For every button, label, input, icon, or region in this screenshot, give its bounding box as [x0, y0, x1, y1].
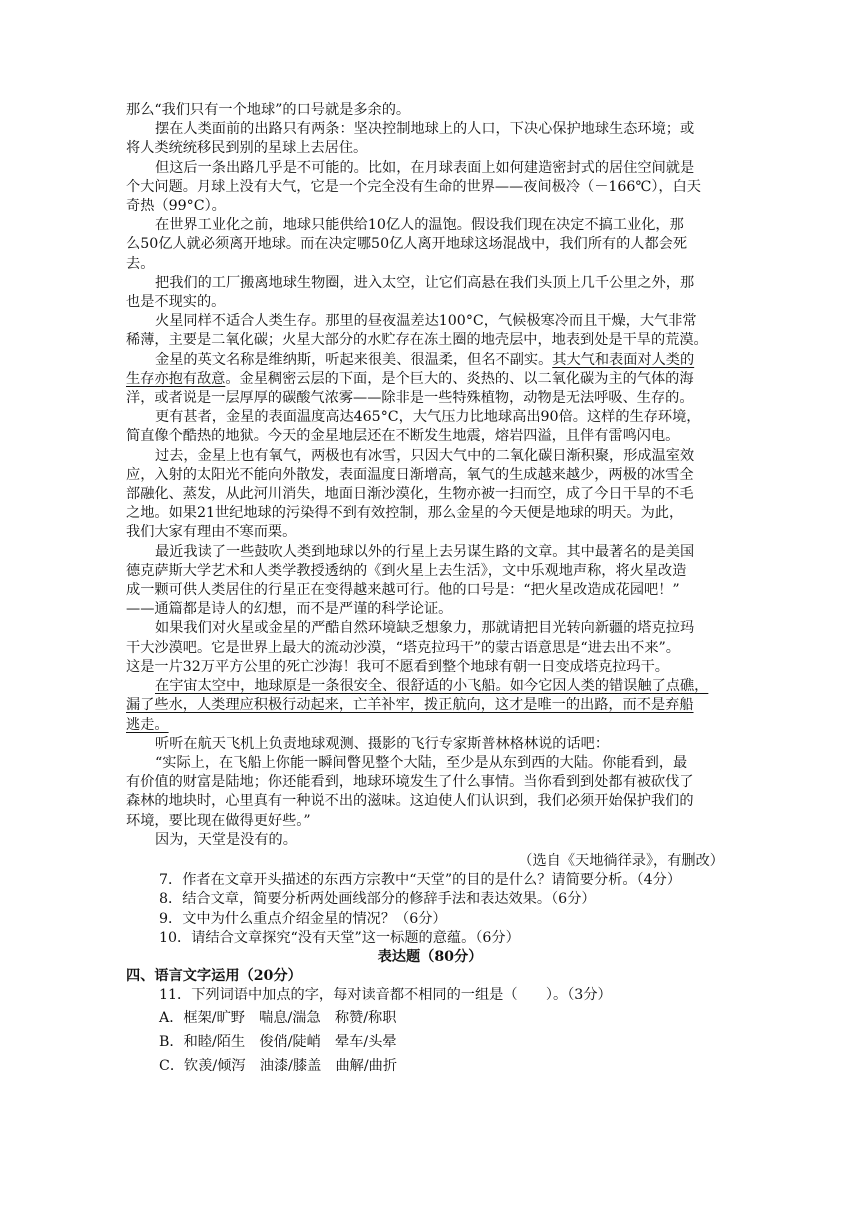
paragraph-line: 火星同样不适合人类生存。那里的昼夜温差达100°C，气候极寒冷而且干燥，大气非常 [155, 313, 697, 330]
paragraph-line: 奇热（99°C）。 [126, 198, 226, 215]
text-span: 。金星稠密云层的下面，是个巨大的、炎热的、以二氧化碳为主的气体的海 [225, 370, 694, 387]
paragraph-line: 洋，或者说是一层厚厚的碳酸气浓雾——除非是一些特殊植物，动物是无法呼吸、生存的。 [126, 390, 694, 407]
underlined-text-2-end: 逃走。 [126, 716, 169, 733]
option-b: B．和睦/陌生 俊俏/陡峭 晕车/头晕 [159, 1033, 397, 1050]
paragraph-line [126, 370, 734, 389]
reading-questions [126, 871, 734, 948]
paragraph-line: 那么“我们只有一个地球”的口号就是多余的。 [126, 102, 411, 118]
paragraph-line: 听听在航天飞机上负责地球观测、摄影的飞行专家斯普林格林说的话吧： [155, 735, 610, 752]
paragraph-line: 这是一片32万平方公里的死亡沙海！我可不愿看到整个地球有朝一日变成塔克拉玛干。 [126, 658, 669, 675]
question-8: 8．结合文章，简要分析两处画线部分的修辞手法和表达效果。（6分） [159, 891, 596, 908]
question-7: 7．作者在文章开头描述的东西方宗教中“天堂”的目的是什么？请简要分析。（4分） [159, 872, 682, 889]
part-heading: 四、语言文字运用（20分） [126, 968, 302, 985]
paragraph-line: 把我们的工厂搬离地球生物圈，进入太空，让它们高悬在我们头顶上几千公里之外，那 [155, 274, 695, 291]
paragraph-line: 么50亿人就必须离开地球。而在决定哪50亿人离开地球这场混战中，我们所有的人都会死 [126, 236, 688, 253]
paragraph-line: 在世界工业化之前，地球只能供给10亿人的温饱。假设我们现在决定不搞工业化，那 [155, 217, 684, 234]
question-11 [126, 986, 734, 1077]
paragraph-line: 应，入射的太阳光不能向外散发，表面温度日渐增高，氧气的生成越来越少，两极的冰雪全 [126, 466, 694, 483]
paragraph-line: 之地。如果21世纪地球的污染得不到有效控制，那么金星的今天便是地球的明天。为此， [126, 505, 684, 522]
paragraph-line: 去。 [126, 255, 155, 272]
article-source: （选自《天地徜徉录》，有删改） [518, 852, 724, 869]
paragraph-line [126, 351, 734, 370]
paragraph-line: 但这后一条出路几乎是不可能的。比如，在月球表面上如何建造密封式的居住空间就是 [155, 159, 695, 176]
question-11-stem: 11．下列词语中加点的字，每对读音都不相同的一组是（ ）。（3分） [159, 987, 612, 1004]
paragraph-line: 干大沙漠吧。它是世界上最大的流动沙漠，“塔克拉玛干”的蒙古语意思是“进去出不来”。 [126, 639, 680, 656]
text-span: 金星的英文名称是维纳斯，听起来很美、很温柔，但名不副实。 [155, 351, 553, 368]
paragraph-line: 稀薄，主要是二氧化碳；火星大部分的水贮存在冻土圈的地壳层中，地表到处是干旱的荒漠。 [126, 332, 708, 349]
paragraph-line: 过去，金星上也有氧气，两极也有冰雪，只因大气中的二氧化碳日渐积聚，形成温室效 [155, 447, 695, 464]
section-title: 表达题（80分） [377, 948, 483, 965]
paragraph-line: 简直像个酷热的地狱。今天的金星地层还在不断发生地震，熔岩四溢，且伴有雷鸣闪电。 [126, 428, 680, 445]
option-a: A．框架/旷野 喘息/湍急 称赞/称职 [159, 1009, 397, 1026]
paragraph-line: 如果我们对火星或金星的严酷自然环境缺乏想象力，那就请把目光转向新疆的塔克拉玛 [155, 620, 695, 637]
paragraph-line: 德克萨斯大学艺术和人类学教授透纳的《到火星上去生活》，文中乐观地声称，将火星改造 [126, 562, 687, 579]
paragraph-line: 成一颗可供人类居住的行星正在变得越来越可行。他的口号是：“把火星改造成花园吧！” [126, 582, 680, 599]
paragraph-line: ——通篇都是诗人的幻想，而不是严谨的科学论证。 [126, 601, 453, 618]
paragraph-line: 部融化、蒸发，从此河川消失，地面日渐沙漠化，生物亦被一扫而空，成了今日干旱的不毛 [126, 486, 694, 503]
underlined-text-2-cont: 漏了些水，人类理应积极行动起来，亡羊补牢，拨正航向，这才是唯一的出路，而不是弃船 [126, 697, 694, 714]
paragraph-line: 因为，天堂是没有的。 [155, 831, 297, 848]
paragraph-line: 我们大家有理由不寒而栗。 [126, 524, 297, 541]
paragraph-line: 森林的地块时，心里真有一种说不出的滋味。这迫使人们认识到，我们必须开始保护我们的 [126, 793, 694, 810]
paragraph-line: 最近我读了一些鼓吹人类到地球以外的行星上去另谋生路的文章。其中最著名的是美国 [155, 543, 695, 560]
underlined-text-1: 其大气和表面对人类的 [552, 351, 695, 368]
paragraph-line [126, 696, 734, 715]
paragraph-line [126, 677, 734, 696]
underlined-text-2: 在宇宙太空中，地球原是一条很安全、很舒适的小飞船。如今它因人类的错误触了点礁， [155, 678, 709, 695]
paragraph-line: 个大问题。月球上没有大气，它是一个完全没有生命的世界——夜间极冷（－166℃），白天 [126, 178, 701, 195]
paragraph-line: “实际上，在飞船上你能一瞬间瞥见整个大陆，至少是从东到西的大陆。你能看到，最 [155, 754, 688, 771]
question-9: 9．文中为什么重点介绍金星的情况？（6分） [159, 910, 447, 927]
article-body [126, 101, 734, 871]
question-10: 10．请结合文章探究“没有天堂”这一标题的意蕴。（6分） [159, 929, 520, 946]
paragraph-line: 将人类统统移民到别的星球上去居住。 [126, 140, 368, 157]
paragraph-line: 环境，要比现在做得更好些。” [126, 812, 311, 829]
underlined-text-1-end: 生存亦抱有敌意 [126, 370, 226, 387]
paragraph-line: 更有甚者，金星的表面温度高达465°C，大气压力比地球高出90倍。这样的生存环境， [155, 409, 701, 426]
option-c: C．钦羡/倾泻 油漆/膝盖 曲解/曲折 [159, 1057, 398, 1074]
paragraph-line: 有价值的财富是陆地；你还能看到，地球环境发生了什么事情。当你看到到处都有被砍伐了 [126, 774, 694, 791]
paragraph-line [126, 716, 734, 735]
paragraph-line: 摆在人类面前的出路只有两条：坚决控制地球上的人口，下决心保护地球生态环境；或 [155, 121, 695, 138]
paragraph-line: 也是不现实的。 [126, 294, 226, 311]
